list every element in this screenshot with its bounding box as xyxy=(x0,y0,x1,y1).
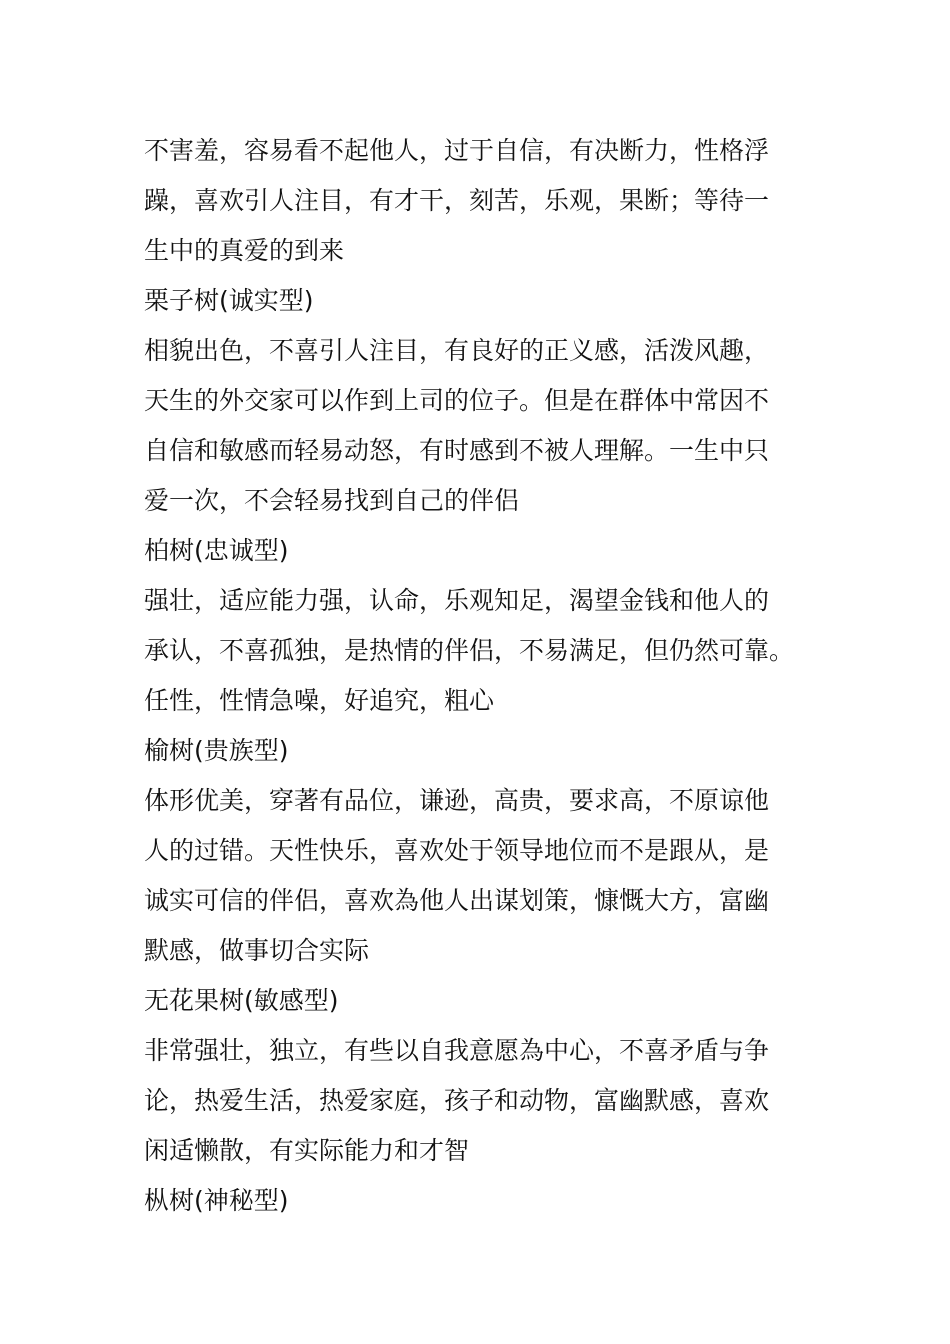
body-text-line: 论，热爱生活，热爱家庭，孩子和动物，富幽默感，喜欢 xyxy=(144,1086,770,1115)
section-heading-elm: 榆树(贵族型) xyxy=(144,736,289,765)
body-text-line: 生中的真爱的到来 xyxy=(144,236,345,265)
body-text-line: 躁，喜欢引人注目，有才干，刻苦，乐观，果断；等待一 xyxy=(144,186,770,215)
body-text-line: 承认，不喜孤独，是热情的伴侣，不易满足，但仍然可靠。 xyxy=(144,636,795,665)
body-text-line: 非常强壮，独立，有些以自我意愿為中心，不喜矛盾与争 xyxy=(144,1036,770,1065)
body-text-line: 自信和敏感而轻易动怒，有时感到不被人理解。一生中只 xyxy=(144,436,770,465)
body-text-line: 默感，做事切合实际 xyxy=(144,936,370,965)
body-text-line: 任性，性情急噪，好追究，粗心 xyxy=(144,686,495,715)
document-body xyxy=(144,126,804,1226)
body-text-line: 不害羞，容易看不起他人，过于自信，有决断力，性格浮 xyxy=(144,136,770,165)
section-heading-fig: 无花果树(敏感型) xyxy=(144,986,339,1015)
body-text-line: 强壮，适应能力强，认命，乐观知足，渴望金钱和他人的 xyxy=(144,586,770,615)
section-heading-chestnut: 栗子树(诚实型) xyxy=(144,286,314,315)
body-text-line: 闲适懒散，有实际能力和才智 xyxy=(144,1136,470,1165)
body-text-line: 诚实可信的伴侣，喜欢為他人出谋划策，慷慨大方，富幽 xyxy=(144,886,770,915)
body-text-line: 天生的外交家可以作到上司的位子。但是在群体中常因不 xyxy=(144,386,770,415)
section-heading-cypress: 柏树(忠诚型) xyxy=(144,536,289,565)
section-heading-fir: 枞树(神秘型) xyxy=(144,1186,289,1215)
body-text-line: 人的过错。天性快乐，喜欢处于领导地位而不是跟从，是 xyxy=(144,836,770,865)
body-text-line: 体形优美，穿著有品位，谦逊，高贵，要求高，不原谅他 xyxy=(144,786,770,815)
body-text-line: 爱一次，不会轻易找到自己的伴侣 xyxy=(144,486,520,515)
body-text-line: 相貌出色，不喜引人注目，有良好的正义感，活泼风趣， xyxy=(144,336,770,365)
